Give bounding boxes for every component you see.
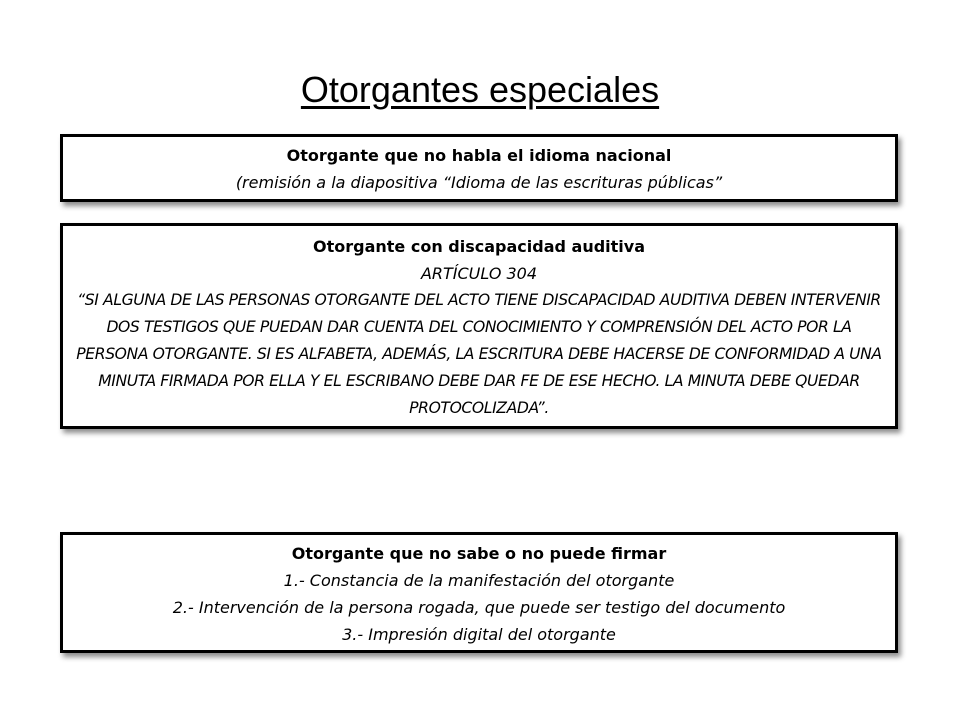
- box-line: 1.- Constancia de la manifestación del otorgante: [283, 571, 675, 590]
- box-cannot-sign: [60, 532, 898, 653]
- article-number: ARTÍCULO 304: [420, 264, 538, 283]
- box-heading: Otorgante que no habla el idioma nacional: [286, 146, 672, 165]
- box-line: (remisión a la diapositiva “Idioma de las escrituras públicas”: [235, 173, 723, 192]
- article-quote: “SI ALGUNA DE LAS PERSONAS OTORGANTE DEL ACTO TIENE DISCAPACIDAD AUDITIVA DEBEN INTERVENIR DOS TESTIGOS QUE PUEDAN DAR CUENTA DEL CONOCIMIENTO Y COMPRENSIÓN DEL ACTO POR LA PERSONA OTORGANTE. SI ES ALFABETA, ADEMÁS, LA ESCRITURA DEBE HACERSE DE CONFORMIDAD A UNA MINUTA FIRMADA POR ELLA Y EL ESCRIBANO DEBE DAR FE DE ESE HECHO. LA MINUTA DEBE QUEDAR PROTOCOLIZADA”.: [76, 291, 882, 417]
- box-line: 3.- Impresión digital del otorgante: [342, 625, 616, 644]
- slide-title: Otorgantes especiales: [300, 69, 660, 110]
- box-heading: Otorgante que no sabe o no puede firmar: [291, 544, 667, 563]
- box-hearing-disability: [60, 223, 898, 429]
- box-non-native-speaker: [60, 134, 898, 202]
- box-line: 2.- Intervención de la persona rogada, que puede ser testigo del documento: [172, 598, 786, 617]
- box-heading: Otorgante con discapacidad auditiva: [313, 237, 645, 256]
